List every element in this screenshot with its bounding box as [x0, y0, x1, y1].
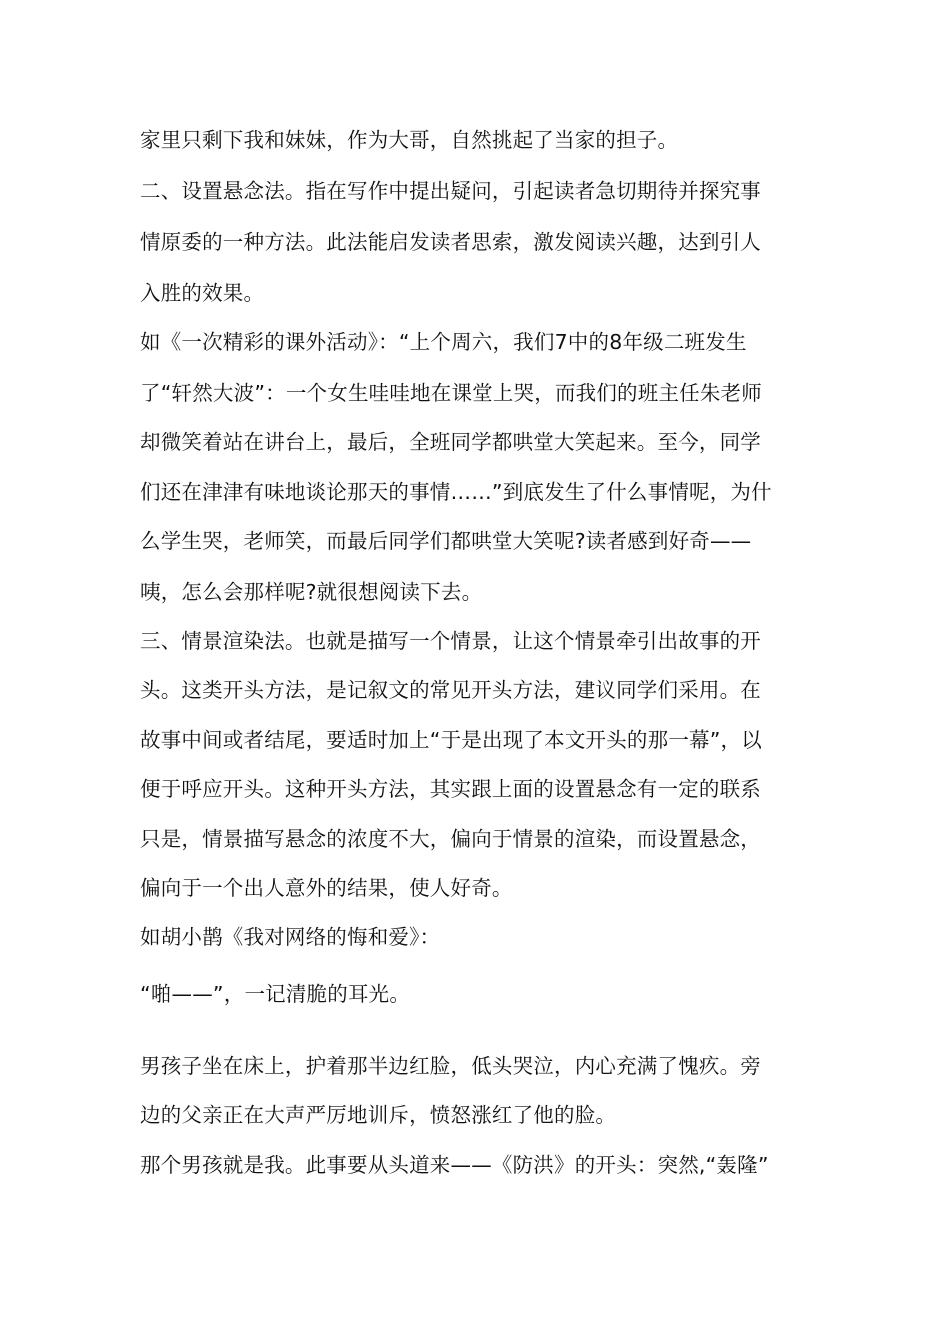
text-line: 如胡小鹊《我对网络的悔和爱》：	[140, 925, 441, 949]
text-line: 三、情景渲染法。也就是描写一个情景，让这个情景牵引出故事的开	[140, 629, 761, 653]
text-line: 入胜的效果。	[140, 281, 265, 305]
text-line: 那个男孩就是我。此事要从头道来——《防洪》的开头：突然,“轰隆”	[140, 1153, 769, 1177]
text-line: 便于呼应开头。这种开头方法，其实跟上面的设置悬念有一定的联系	[140, 777, 761, 801]
text-line: 只是，情景描写悬念的浓度不大，偏向于情景的渲染，而设置悬念，	[140, 827, 761, 851]
text-line: 了“轩然大波”：一个女生哇哇地在课堂上哭，而我们的班主任朱老师	[140, 381, 762, 405]
text-line: 咦，怎么会那样呢?就很想阅读下去。	[140, 580, 483, 604]
text-line: 情原委的一种方法。此法能启发读者思索，激发阅读兴趣，达到引人	[140, 230, 761, 254]
text-line: 家里只剩下我和妹妹，作为大哥，自然挑起了当家的担子。	[140, 128, 679, 152]
text-line: 头。这类开头方法，是记叙文的常见开头方法，建议同学们采用。在	[140, 678, 761, 702]
text-line: 们还在津津有味地谈论那天的事情……”到底发生了什么事情呢，为什	[140, 480, 772, 504]
text-line: 故事中间或者结尾，要适时加上“于是出现了本文开头的那一幕”，以	[140, 728, 762, 752]
text-line: 却微笑着站在讲台上，最后，全班同学都哄堂大笑起来。至今，同学	[140, 430, 761, 454]
text-line: 么学生哭，老师笑，而最后同学们都哄堂大笑呢?读者感到好奇——	[140, 529, 752, 553]
text-line: 男孩子坐在床上，护着那半边红脸，低头哭泣，内心充满了愧疚。旁	[140, 1054, 761, 1078]
text-line: 边的父亲正在大声严厉地训斥，愤怒涨红了他的脸。	[140, 1103, 617, 1127]
text-line: 偏向于一个出人意外的结果，使人好奇。	[140, 876, 513, 900]
text-line: 如《一次精彩的课外活动》：“上个周六，我们7中的8年级二班发生	[140, 330, 747, 354]
text-line: 二、设置悬念法。指在写作中提出疑问，引起读者急切期待并探究事	[140, 179, 761, 203]
text-line: “啪——”，一记清脆的耳光。	[140, 982, 411, 1006]
